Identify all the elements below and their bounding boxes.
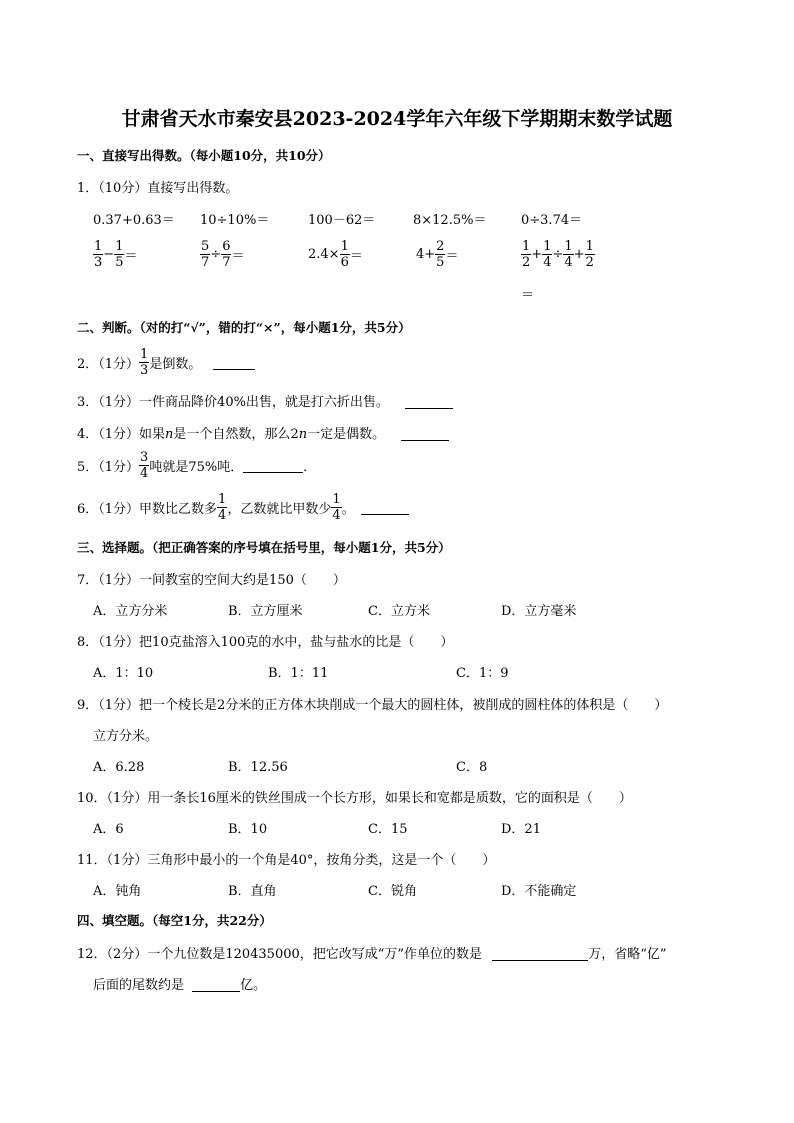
q7-option-d[interactable]: D．立方毫米	[501, 604, 577, 619]
fraction: $\frac{2}{5}$	[436, 239, 445, 270]
q12-line-2: 后面的尾数约是 亿。	[93, 978, 267, 993]
fraction: $\frac{1}{2}$	[585, 239, 594, 270]
q7-option-a[interactable]: A．立方分米	[93, 604, 168, 619]
answer-blank[interactable]	[401, 427, 449, 441]
q11-option-a[interactable]: A．钝角	[93, 884, 142, 899]
q1-fraction-expr-3: 2.4× $\frac{1}{6}$ ＝	[308, 239, 363, 270]
fraction: $\frac{1}{4}$	[218, 492, 227, 523]
q10-option-c[interactable]: C．15	[368, 822, 408, 837]
section-3-heading: 三、选择题。（把正确答案的序号填在括号里，每小题1分，共5分）	[77, 540, 451, 555]
q10-stem: 10．（1分）用一条长16厘米的铁丝围成一个长方形，如果长和宽都是质数，它的面积是（ ）	[77, 791, 632, 806]
answer-blank[interactable]	[405, 395, 453, 409]
q12-line-1: 12．（2分）一个九位数是120435000，把它改写成“万”作单位的数是 万，省略“亿”	[77, 947, 667, 962]
q1-calc-3: 100－62＝	[308, 213, 376, 228]
fraction: $\frac{1}{6}$	[340, 239, 349, 270]
answer-blank[interactable]	[213, 356, 255, 370]
q1-calc-4: 8×12.5%＝	[413, 213, 487, 228]
fraction: $\frac{1}{4}$	[564, 239, 573, 270]
section-1-heading: 一、直接写出得数。（每小题10分，共10分）	[77, 148, 331, 163]
q9-stem-cont: 立方分米。	[93, 729, 159, 744]
section-2-heading: 二、判断。（对的打“√”，错的打“×”，每小题1分，共5分）	[77, 320, 411, 335]
q1-stem: 1．（10分）直接写出得数。	[77, 181, 239, 196]
fraction: $\frac{1}{3}$	[94, 239, 103, 270]
answer-blank[interactable]	[243, 459, 303, 473]
q5: 5．（1分） $\frac{3}{4}$ 吨就是75%吨． ．	[77, 450, 317, 481]
q1-fraction-expr-1: $\frac{1}{3}$ − $\frac{1}{5}$ ＝	[94, 239, 138, 270]
answer-blank[interactable]	[361, 501, 409, 515]
q9-option-c[interactable]: C．8	[456, 760, 488, 775]
fraction: $\frac{5}{7}$	[201, 239, 210, 270]
q11-option-d[interactable]: D．不能确定	[501, 884, 577, 899]
q11-option-c[interactable]: C．锐角	[368, 884, 417, 899]
q10-option-a[interactable]: A．6	[93, 822, 124, 837]
q1-calc-5: 0÷3.74＝	[521, 213, 583, 228]
fraction: $\frac{1}{4}$	[543, 239, 552, 270]
fraction: $\frac{1}{2}$	[522, 239, 531, 270]
fraction: $\frac{1}{3}$	[140, 347, 149, 378]
q9-option-a[interactable]: A．6.28	[93, 760, 145, 775]
q8-option-b[interactable]: B．1：11	[268, 666, 329, 681]
answer-blank[interactable]	[192, 978, 240, 992]
q2: 2．（1分） $\frac{1}{3}$ 是倒数。	[77, 347, 255, 378]
q8-option-c[interactable]: C．1：9	[456, 666, 509, 681]
q11-stem: 11．（1分）三角形中最小的一个角是40°，按角分类，这是一个（ ）	[77, 853, 496, 868]
q1-fraction-expr-5: $\frac{1}{2}$ + $\frac{1}{4}$ ÷ $\frac{1}{4}$ + $\frac{1}{2}$	[522, 239, 594, 270]
q8-stem: 8．（1分）把10克盐溶入100克的水中，盐与盐水的比是（ ）	[77, 635, 454, 650]
q1-fraction-expr-4: 4+ $\frac{2}{5}$ ＝	[416, 239, 459, 270]
q7-option-c[interactable]: C．立方米	[368, 604, 430, 619]
fraction: $\frac{6}{7}$	[222, 239, 231, 270]
q10-option-b[interactable]: B．10	[228, 822, 268, 837]
q4: 4．（1分）如果n是一个自然数，那么2n一定是偶数。	[77, 423, 449, 442]
q1-calc-2: 10÷10%＝	[200, 213, 270, 228]
fraction: $\frac{3}{4}$	[140, 450, 149, 481]
section-4-heading: 四、填空题。（每空1分，共22分）	[77, 913, 272, 928]
q1-calc-1: 0.37+0.63＝	[93, 213, 175, 228]
q3: 3．（1分）一件商品降价40%出售，就是打六折出售。	[77, 391, 453, 410]
q9-option-b[interactable]: B．12.56	[228, 760, 288, 775]
q9-stem: 9．（1分）把一个棱长是2分米的正方体木块削成一个最大的圆柱体，被削成的圆柱体的体积是（ ）	[77, 698, 668, 713]
fraction: $\frac{1}{4}$	[332, 492, 341, 523]
q10-option-d[interactable]: D．21	[501, 822, 541, 837]
q7-option-b[interactable]: B．立方厘米	[228, 604, 303, 619]
q11-option-b[interactable]: B．直角	[228, 884, 277, 899]
q1-fraction-expr-2: $\frac{5}{7}$ ÷ $\frac{6}{7}$ ＝	[201, 239, 245, 270]
q1-expr-5-equals: ＝	[521, 288, 535, 303]
q7-stem: 7．（1分）一间教室的空间大约是150（ ）	[77, 573, 346, 588]
q8-option-a[interactable]: A．1：10	[93, 666, 154, 681]
fraction: $\frac{1}{5}$	[115, 239, 124, 270]
page-title: 甘肃省天水市秦安县2023-2024学年六年级下学期期末数学试题	[121, 108, 673, 130]
answer-blank[interactable]	[492, 947, 588, 961]
q6: 6．（1分）甲数比乙数多 $\frac{1}{4}$ ，乙数就比甲数少 $\frac{1}{4}$ 。	[77, 492, 409, 523]
